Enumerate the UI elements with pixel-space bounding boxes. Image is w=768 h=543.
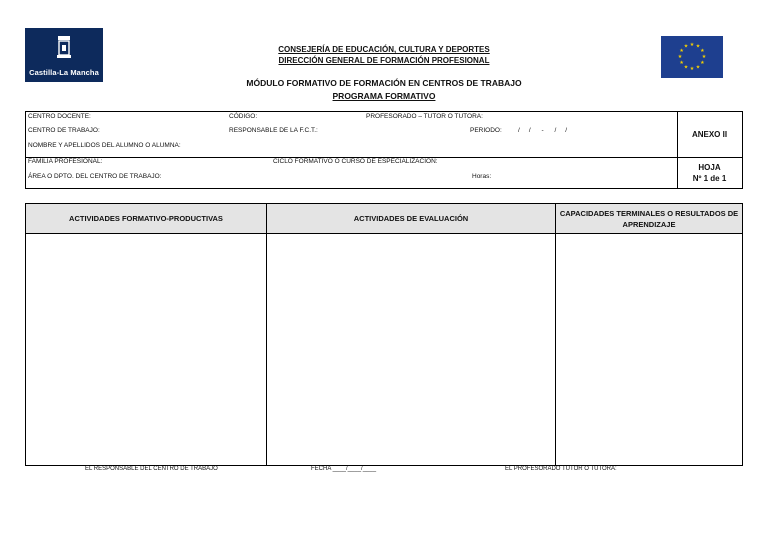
info-box [25, 111, 743, 189]
svg-text:★: ★ [683, 43, 689, 50]
footer-fecha: FECHA ____/____/____ [311, 466, 377, 472]
footer-responsable: EL RESPONSABLE DEL CENTRO DE TRABAJO [85, 466, 218, 472]
hoja-title: HOJA [698, 163, 721, 172]
modulo-title: MÓDULO FORMATIVO DE FORMACIÓN EN CENTROS DE TRABAJO [246, 78, 522, 88]
header-capacidades: CAPACIDADES TERMINALES O RESULTADOS DE APRENDIZAJE [559, 208, 739, 229]
castilla-la-mancha-logo [25, 28, 103, 82]
svg-text:★: ★ [700, 60, 705, 66]
logo-text: Castilla-La Mancha [29, 68, 99, 77]
header-actividades-evaluacion: ACTIVIDADES DE EVALUACIÓN [353, 214, 469, 223]
responsable-fct-label: RESPONSABLE DE LA F.C.T.: [229, 127, 318, 134]
profesorado-label: PROFESORADO – TUTOR O TUTORA: [366, 113, 483, 120]
centro-docente-label: CENTRO DOCENTE: [28, 113, 91, 120]
alumno-label: NOMBRE Y APELLIDOS DEL ALUMNO O ALUMNA: [28, 142, 181, 149]
hoja-label [677, 162, 742, 184]
programa-title: PROGRAMA FORMATIVO [332, 91, 436, 101]
consejeria-heading: CONSEJERÍA DE EDUCACIÓN, CULTURA Y DEPORTES [278, 45, 490, 54]
anexo-divider [677, 157, 742, 158]
area-label: ÁREA O DPTO. DEL CENTRO DE TRABAJO: [28, 173, 162, 180]
svg-text:★: ★ [689, 42, 695, 48]
codigo-label: CÓDIGO: [229, 113, 258, 120]
column-divider [266, 204, 267, 465]
periodo-value: / / - / / [518, 127, 568, 134]
svg-text:★: ★ [683, 64, 689, 71]
direccion-heading: DIRECCIÓN GENERAL DE FORMACIÓN PROFESIONAL [278, 56, 490, 65]
activities-table [25, 203, 743, 466]
periodo-label: PERIODO: [470, 127, 502, 134]
svg-text:★: ★ [700, 48, 705, 54]
svg-text:★: ★ [701, 54, 707, 60]
centro-trabajo-label: CENTRO DE TRABAJO: [28, 127, 100, 134]
svg-text:★: ★ [677, 54, 683, 60]
ciclo-label: CICLO FORMATIVO O CURSO DE ESPECIALIZACIÓN: [273, 158, 438, 165]
svg-text:★: ★ [689, 66, 695, 72]
svg-text:★: ★ [679, 60, 684, 66]
hoja-number: Nº 1 de 1 [692, 174, 727, 183]
svg-text:★: ★ [695, 43, 701, 50]
horas-label: Horas: [472, 173, 492, 180]
familia-label: FAMILIA PROFESIONAL: [28, 158, 103, 165]
header-actividades-formativo: ACTIVIDADES FORMATIVO-PRODUCTIVAS [69, 214, 223, 223]
anexo-label: ANEXO II [691, 130, 728, 139]
svg-text:★: ★ [679, 48, 684, 54]
column-divider [555, 204, 556, 465]
svg-text:★: ★ [695, 64, 701, 71]
footer-profesorado: EL PROFESORADO TUTOR O TUTORA: [505, 466, 617, 472]
